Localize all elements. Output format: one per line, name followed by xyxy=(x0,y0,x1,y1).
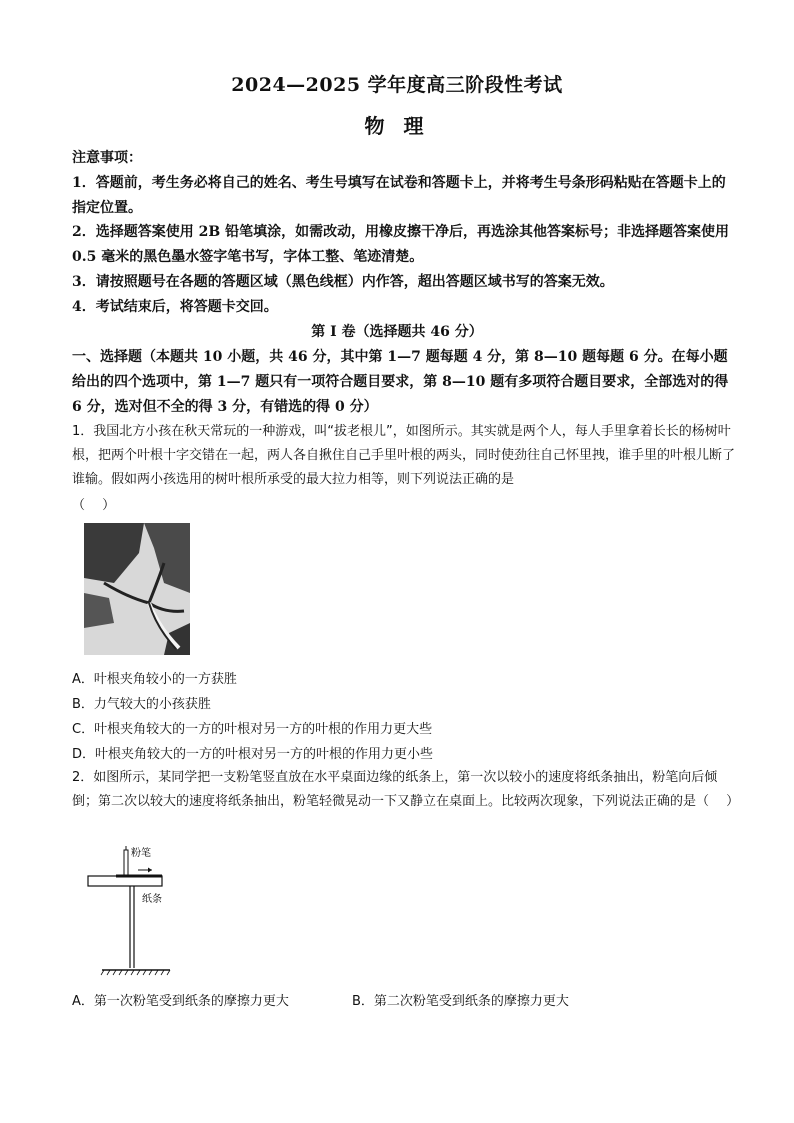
question-1-option-c[interactable]: C．叶根夹角较大的一方的叶根对另一方的叶根的作用力更大些 xyxy=(72,722,433,737)
leaf-stem-photo xyxy=(84,523,190,655)
question-2-option-b[interactable]: B．第二次粉笔受到纸条的摩擦力更大 xyxy=(352,994,569,1009)
question-1-option-d[interactable]: D．叶根夹角较大的一方的叶根对另一方的叶根的作用力更小些 xyxy=(72,747,434,762)
chalk-paper-diagram xyxy=(86,842,186,978)
note-item-2: 2．选择题答案使用 2B 铅笔填涂，如需改动，用橡皮擦干净后，再选涂其他答案标号；非选择题答案使用 0.5 毫米的黑色墨水签字笔书写，字体工整、笔迹清楚。 xyxy=(72,224,730,265)
question-2-stem: 2．如图所示，某同学把一支粉笔竖直放在水平桌面边缘的纸条上，第一次以较小的速度将纸条抽出，粉笔向后倾倒；第二次以较大的速度将纸条抽出，粉笔轻微晃动一下又静立在桌面上。比较两次现象，下列说法正确的是（ ） xyxy=(72,770,740,809)
part-heading: 第 I 卷（选择题共 46 分） xyxy=(311,324,483,340)
note-item-1: 1．答题前，考生务必将自己的姓名、考生号填写在试卷和答题卡上，并将考生号条形码粘贴在答题卡上的指定位置。 xyxy=(72,175,726,216)
question-2-option-a[interactable]: A．第一次粉笔受到纸条的摩擦力更大 xyxy=(72,994,289,1009)
question-1-answer-paren: （ ） xyxy=(72,498,116,513)
question-1-option-b[interactable]: B．力气较大的小孩获胜 xyxy=(72,697,211,712)
question-1-stem: 1．我国北方小孩在秋天常玩的一种游戏，叫“拔老根儿”，如图所示。其实就是两个人，每人手里拿着长长的杨树叶根，把两个叶根十字交错在一起，两人各自揪住自己手里叶根的两头，同时使劲往自己怀里拽，谁手里的叶根儿断了谁输。假如两小孩选用的树叶根所承受的最大拉力相等，则下列说法正确的是 xyxy=(72,424,736,487)
section-instructions: 一、选择题（本题共 10 小题，共 46 分，其中第 1—7 题每题 4 分，第 8—10 题每题 6 分。在每小题给出的四个选项中，第 1—7 题只有一项符合题目要求，第 8—10 题有多项符合题目要求，全部选对的得 6 分，选对但不全的得 3 分，有错选的得 0 分） xyxy=(72,349,729,415)
chalk-label: 粉笔 xyxy=(131,848,151,859)
question-1-option-a[interactable]: A．叶根夹角较小的一方获胜 xyxy=(72,672,237,687)
note-item-3: 3．请按照题号在各题的答题区域（黑色线框）内作答，超出答题区域书写的答案无效。 xyxy=(72,274,614,290)
note-item-4: 4．考试结束后，将答题卡交回。 xyxy=(72,299,278,315)
exam-subject: 物 理 xyxy=(364,114,430,138)
paper-label: 纸条 xyxy=(142,894,162,905)
exam-title: 2024—2025 学年度高三阶段性考试 xyxy=(231,74,563,96)
notes-heading: 注意事项： xyxy=(72,150,142,166)
